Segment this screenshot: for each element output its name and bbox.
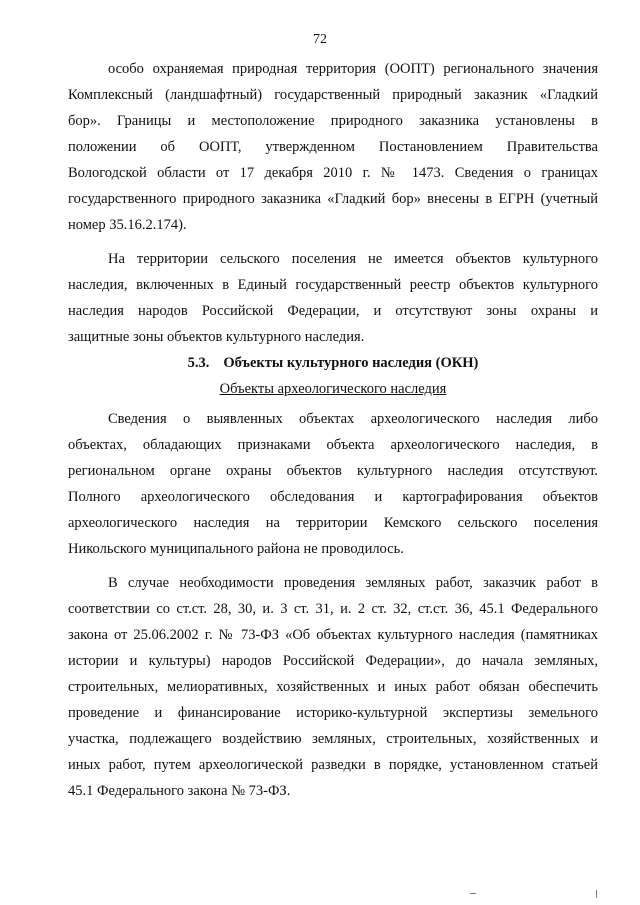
text-line: наследия, включенных в Единый государственный реестр объектов культурного <box>68 277 598 293</box>
text-line: участка, подлежащего воздействию земляных, строительных, хозяйственных и <box>68 731 598 747</box>
text-line: 45.1 Федерального закона № 73-ФЗ. <box>68 783 291 799</box>
text-line: Комплексный (ландшафтный) государственный природный заказник «Гладкий <box>68 87 598 103</box>
text-line: особо охраняемая природная территория (ООПТ) регионального значения <box>108 61 598 77</box>
section-heading <box>68 350 598 376</box>
paragraph-heritage-absence <box>68 246 598 350</box>
text-line: закона от 25.06.2002 г. № 73-ФЗ «Об объектах культурного наследия (памятниках <box>68 627 598 643</box>
scan-mark <box>470 893 476 894</box>
text-line: соответствии со ст.ст. 28, 30, и. 3 ст. 31, и. 2 ст. 32, ст.ст. 36, 45.1 Федерального <box>68 601 598 617</box>
text-line: номер 35.16.2.174). <box>68 217 187 233</box>
text-line: В случае необходимости проведения земляных работ, заказчик работ в <box>108 575 598 591</box>
text-line: региональном органе охраны объектов культурного наследия отсутствуют. <box>68 463 598 479</box>
text-line: защитные зоны объектов культурного наследия. <box>68 329 365 345</box>
paragraph-earthworks <box>68 570 598 804</box>
text-line: истории и культуры) народов Российской Федерации», до начала земляных, <box>68 653 598 669</box>
page-number: 72 <box>313 32 327 47</box>
text-line: строительных, мелиоративных, хозяйственных и иных работ обязан обеспечить <box>68 679 598 695</box>
text-line: государственного природного заказника «Гладкий бор» внесены в ЕГРН (учетный <box>68 191 598 207</box>
text-line: проведение и финансирование историко-культурной экспертизы земельного <box>68 705 598 721</box>
paragraph-archaeology-info <box>68 406 598 562</box>
text-line: археологического наследия на территории Кемского сельского поселения <box>68 515 598 531</box>
text-line: Полного археологического обследования и картографирования объектов <box>68 489 598 505</box>
section-title: Объекты культурного наследия (ОКН) <box>223 355 479 371</box>
text-line: иных работ, путем археологической разведки в порядке, установленном статьей <box>68 757 598 773</box>
text-line: Никольского муниципального района не проводилось. <box>68 541 404 557</box>
text-line: Сведения о выявленных объектах археологического наследия либо <box>108 411 598 427</box>
text-line: бор». Границы и местоположение природного заказника установлены в <box>68 113 598 129</box>
section-number: 5.3. <box>187 355 210 371</box>
section-subtitle: Объекты археологического наследия <box>219 381 447 397</box>
page-content <box>68 56 598 804</box>
paragraph-protected-area <box>68 56 598 238</box>
text-line: На территории сельского поселения не имеется объектов культурного <box>108 251 598 267</box>
scan-mark <box>596 890 597 898</box>
text-line: наследия народов Российской Федерации, и отсутствуют зоны охраны и <box>68 303 598 319</box>
text-line: объектах, обладающих признаками объекта археологического наследия, в <box>68 437 598 453</box>
text-line: положении об ООПТ, утвержденном Постановлением Правительства <box>68 139 598 155</box>
text-line: Вологодской области от 17 декабря 2010 г. № 1473. Сведения о границах <box>68 165 598 181</box>
